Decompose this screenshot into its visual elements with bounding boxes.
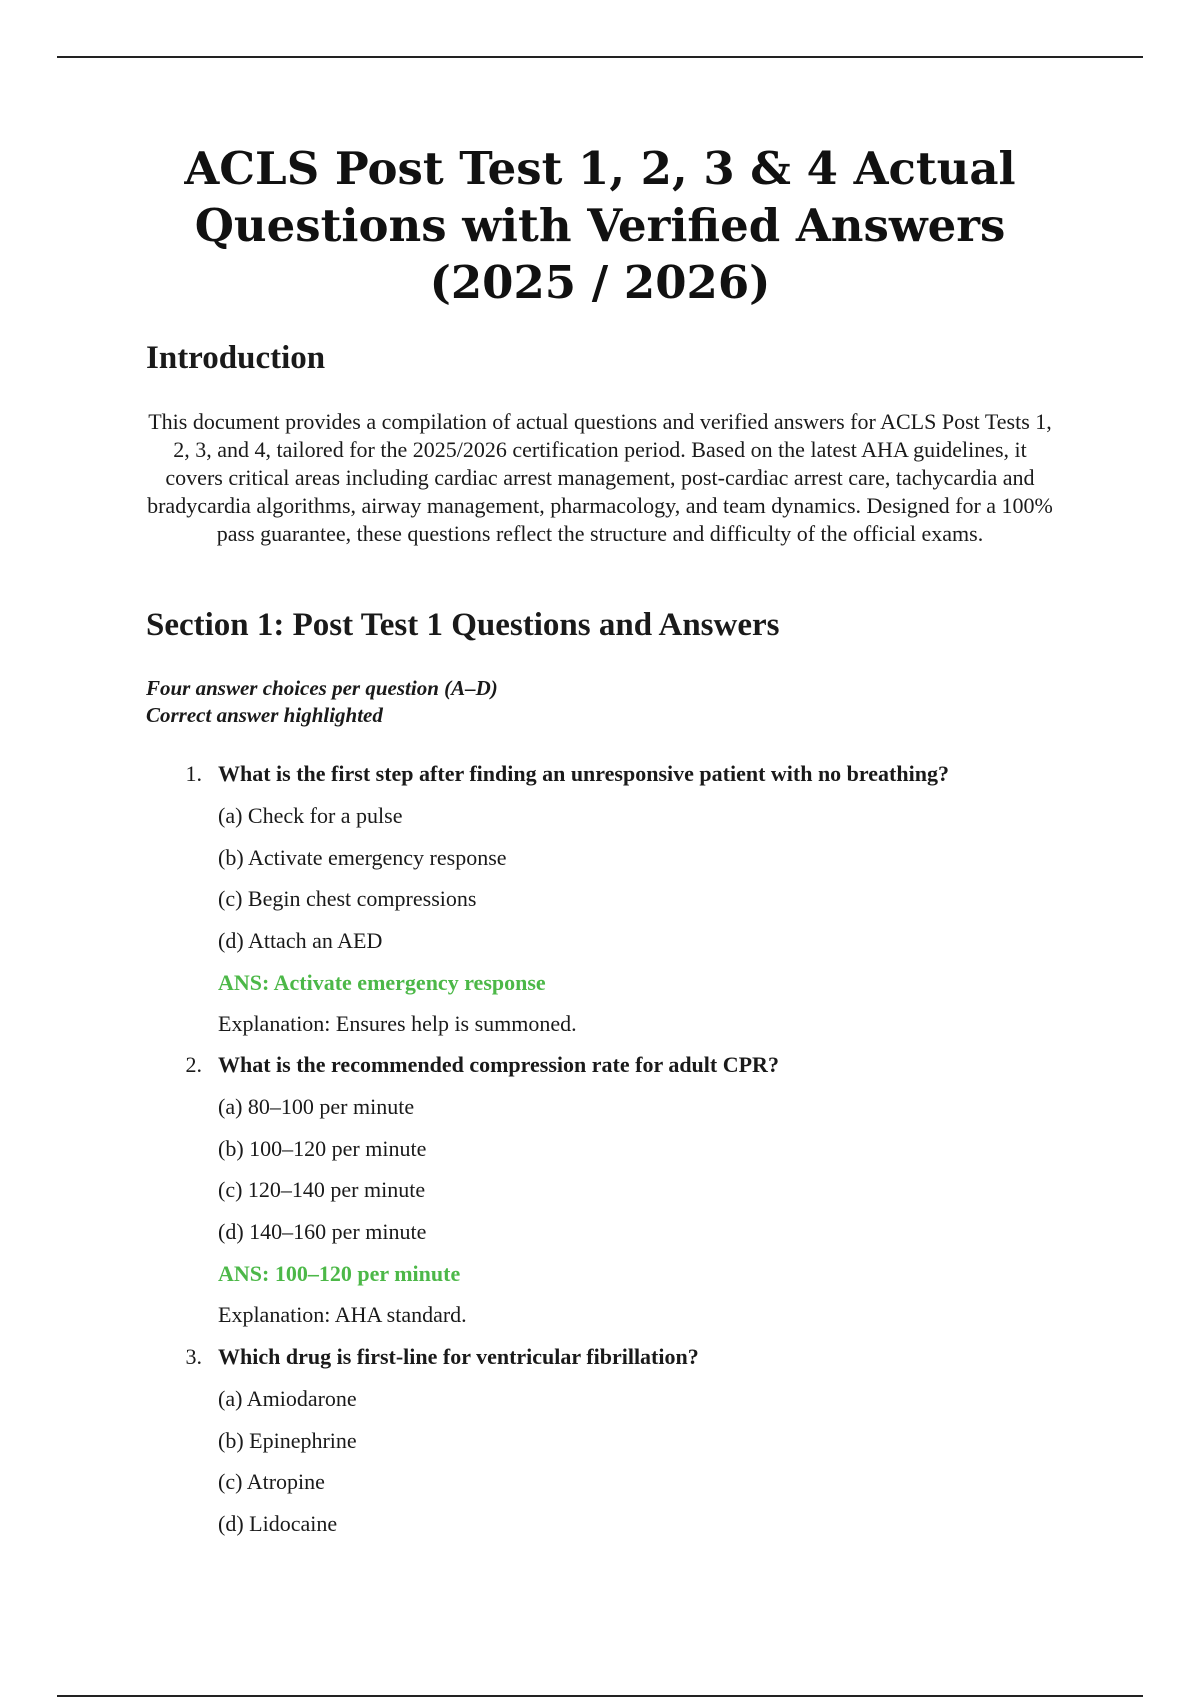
answer-option: (d) Attach an AED [218, 928, 383, 953]
intro-heading: Introduction [146, 340, 326, 376]
answer-option: (d) 140–160 per minute [218, 1219, 427, 1244]
question-number: 2. [185, 1052, 202, 1077]
answer-option: (a) Amiodarone [218, 1386, 357, 1411]
question-text: What is the first step after finding an unresponsive patient with no breathing? [218, 761, 949, 786]
answer-option: (c) Atropine [218, 1469, 325, 1494]
question-text: Which drug is first-line for ventricular fibrillation? [218, 1344, 699, 1369]
question-number: 3. [185, 1344, 202, 1369]
format-note-highlight: Correct answer highlighted [146, 703, 383, 727]
bottom-rule [57, 1695, 1143, 1697]
answer-option: (b) 100–120 per minute [218, 1136, 427, 1161]
answer-option: (c) Begin chest compressions [218, 886, 477, 911]
format-note-choices: Four answer choices per question (A–D) [146, 676, 498, 700]
explanation: Explanation: AHA standard. [218, 1302, 467, 1327]
answer-option: (b) Epinephrine [218, 1428, 357, 1453]
answer-option: (d) Lidocaine [218, 1511, 338, 1536]
format-note [146, 675, 498, 729]
explanation: Explanation: Ensures help is summoned. [218, 1011, 577, 1036]
answer-option: (a) Check for a pulse [218, 803, 403, 828]
section-heading: Section 1: Post Test 1 Questions and Answers [146, 607, 780, 643]
correct-answer: ANS: Activate emergency response [218, 970, 546, 995]
question-text: What is the recommended compression rate for adult CPR? [218, 1052, 779, 1077]
question-number: 1. [185, 761, 202, 786]
top-rule [57, 56, 1143, 58]
correct-answer: ANS: 100–120 per minute [218, 1261, 461, 1286]
document-title: ACLS Post Test 1, 2, 3 & 4 Actual Questions with Verified Answers (2025 / 2026) [184, 142, 1016, 309]
answer-option: (a) 80–100 per minute [218, 1094, 415, 1119]
answer-option: (c) 120–140 per minute [218, 1177, 426, 1202]
answer-option: (b) Activate emergency response [218, 845, 507, 870]
intro-paragraph: This document provides a compilation of actual questions and verified answers for ACLS Post Tests 1, 2, 3, and 4, tailored for the 2025/2026 certification period. Based on the latest AHA guidelines, it covers critical areas including cardiac arrest management, post-cardiac arrest care, tachycardia and bradycardia algorithms, airway management, pharmacology, and team dynamics. Designed for a 100% pass guarantee, these questions reflect the structure and difficulty of the official exams. [147, 409, 1053, 546]
